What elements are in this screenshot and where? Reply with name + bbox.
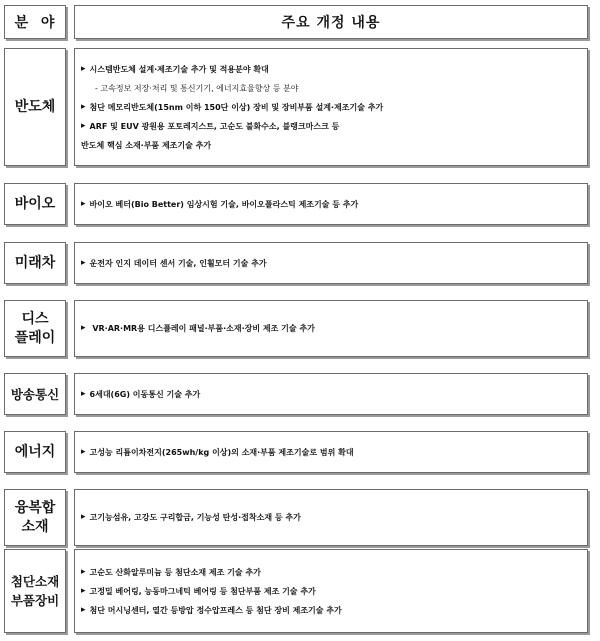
content-box (74, 242, 588, 284)
bullet-item (81, 508, 587, 527)
content-box (74, 373, 588, 415)
content-box (74, 431, 588, 473)
bullet-item (81, 443, 587, 462)
bullet-arrow-icon: ▸ (81, 388, 86, 399)
content-box (74, 183, 588, 225)
content-list (75, 432, 587, 472)
category-box (4, 431, 66, 473)
bullet-item (81, 254, 587, 273)
category-text: 바이오 (14, 195, 56, 212)
item-text: 반도체 핵심 소재·부품 제조기술 추가 (81, 140, 212, 150)
category-label (5, 374, 65, 414)
category-label (5, 432, 65, 472)
bullet-arrow-icon: ▸ (81, 512, 86, 522)
category-label (5, 550, 65, 632)
content-list (75, 550, 587, 632)
item-text: 첨단 머시닝센터, 열간 등방압 정수압프레스 등 첨단 장비 제조기술 추가 (89, 605, 342, 615)
category-label (5, 243, 65, 283)
bullet-arrow-icon: ▸ (81, 198, 86, 209)
content-list (75, 301, 587, 356)
content-list (75, 243, 587, 283)
category-box (4, 300, 66, 357)
content-list (75, 490, 587, 545)
category-text: 디스 (21, 310, 49, 327)
category-label (5, 49, 65, 165)
header-category-label: 분 야 (14, 15, 56, 31)
category-text: 플레이 (14, 329, 56, 346)
bullet-item (81, 60, 587, 79)
header-content-box (74, 5, 588, 39)
category-box (4, 242, 66, 284)
category-box (4, 373, 66, 415)
item-text: 운전자 인지 데이터 센서 기술, 인휠모터 기술 추가 (89, 258, 267, 268)
category-label (5, 490, 65, 545)
content-box (74, 48, 588, 166)
category-box (4, 489, 66, 546)
bullet-arrow-icon: ▸ (81, 566, 86, 577)
bullet-item (81, 601, 587, 620)
category-text: 부품장비 (10, 593, 60, 608)
item-text: 6세대(6G) 이동통신 기술 추가 (89, 389, 201, 399)
bullet-item (81, 117, 587, 136)
header-content-label: 주요 개정 내용 (281, 15, 381, 31)
content-list (75, 49, 587, 165)
item-text: 고순도 산화알루미늄 등 첨단소재 제조 기술 추가 (89, 567, 261, 577)
bullet-arrow-icon: ▸ (81, 446, 86, 457)
bullet-continuation (81, 136, 587, 155)
bullet-arrow-icon: ▸ (81, 585, 86, 596)
item-text: 시스템반도체 설계·제조기술 추가 및 적용분야 확대 (89, 64, 269, 74)
item-text: - 고속정보 저장·처리 및 통신기기, 에너지효율향상 등 분야 (95, 83, 299, 93)
bullet-item (81, 582, 587, 601)
bullet-item (81, 319, 587, 338)
bullet-item (81, 385, 587, 404)
bullet-arrow-icon: ▸ (81, 604, 86, 615)
item-text: VR·AR·MR용 디스플레이 패널·부품·소재·장비 제조 기술 추가 (89, 324, 315, 333)
item-text: 고기능섬유, 고강도 구리합금, 기능성 탄성·접착소재 등 추가 (89, 513, 301, 522)
bullet-continuation (81, 79, 587, 98)
header-category-box (4, 5, 66, 39)
content-box (74, 300, 588, 357)
category-text: 소재 (21, 518, 49, 535)
category-box (4, 183, 66, 225)
item-text: 첨단 메모리반도체(15nm 이하 150단 이상) 장비 및 장비부품 설계·제조기술 추가 (89, 102, 384, 112)
item-text: ARF 및 EUV 광원용 포토레지스트, 고순도 불화수소, 블랭크마스크 등 (89, 121, 340, 131)
content-list (75, 184, 587, 224)
bullet-arrow-icon: ▸ (81, 120, 86, 131)
category-text: 융복합 (14, 499, 56, 516)
category-label (5, 301, 65, 356)
category-box (4, 549, 66, 633)
item-text: 바이오 베터(Bio Better) 임상시험 기술, 바이오플라스틱 제조기술 등 추가 (89, 199, 359, 209)
item-text: 고성능 리튬이차전지(265wh/kg 이상)의 소재·부품 제조기술로 범위 확대 (89, 447, 354, 457)
category-text: 반도체 (14, 98, 56, 115)
bullet-arrow-icon: ▸ (81, 63, 86, 74)
category-box (4, 48, 66, 166)
bullet-item (81, 195, 587, 214)
bullet-item (81, 563, 587, 582)
content-list (75, 374, 587, 414)
category-text: 에너지 (14, 443, 56, 460)
bullet-item (81, 98, 587, 117)
content-box (74, 489, 588, 546)
bullet-arrow-icon: ▸ (81, 101, 86, 112)
item-text: 고정밀 베어링, 능동마그네틱 베어링 등 첨단부품 제조 기술 추가 (89, 586, 316, 596)
bullet-arrow-icon: ▸ (81, 257, 86, 268)
content-box (74, 549, 588, 633)
bullet-arrow-icon: ▸ (81, 323, 86, 333)
category-text: 첨단소재 (10, 574, 60, 589)
category-label (5, 184, 65, 224)
category-text: 미래차 (14, 254, 56, 271)
category-text: 방송통신 (10, 386, 60, 402)
